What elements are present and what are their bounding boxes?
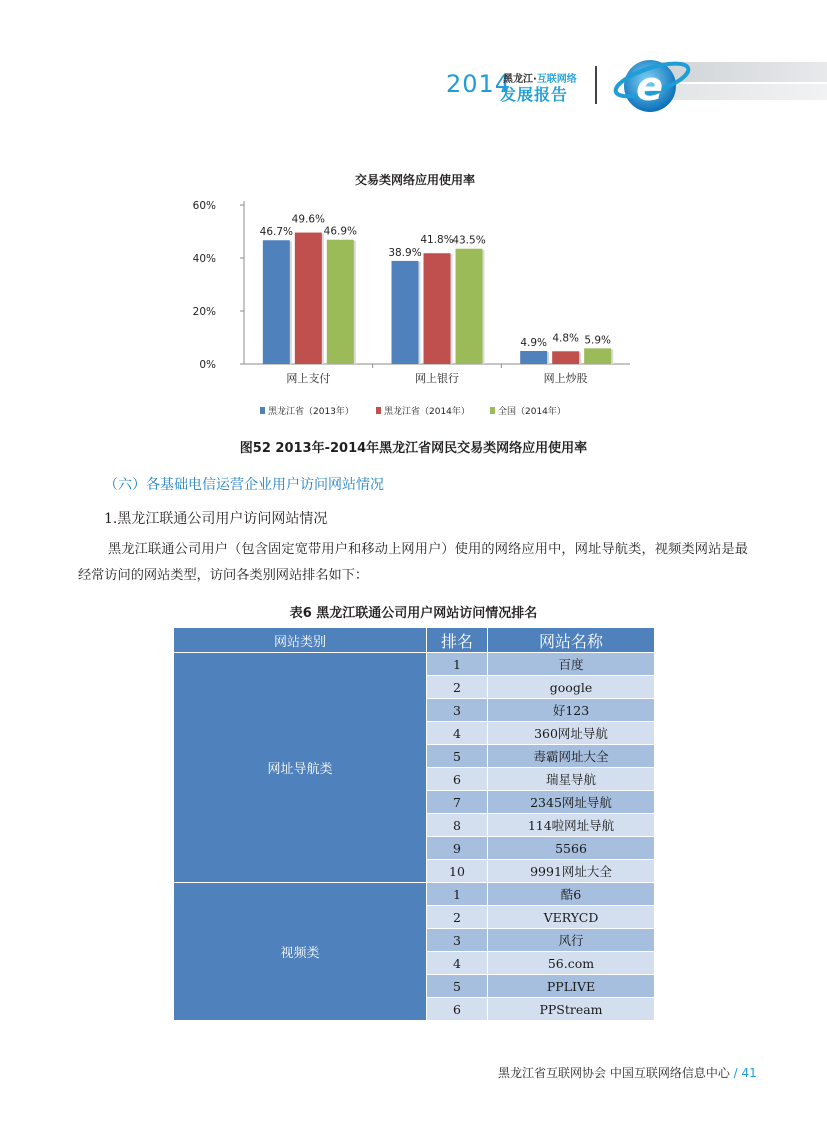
rank-cell: 8 bbox=[427, 814, 488, 837]
data-label: 46.7% bbox=[259, 226, 294, 239]
site-name-cell: 百度 bbox=[488, 653, 655, 676]
page-number: 41 bbox=[741, 1066, 757, 1080]
rank-cell: 9 bbox=[427, 837, 488, 860]
subsection-title: 1.黑龙江联通公司用户访问网站情况 bbox=[104, 511, 328, 527]
rank-cell: 5 bbox=[427, 745, 488, 768]
rank-cell: 6 bbox=[427, 768, 488, 791]
site-name-cell: 好123 bbox=[488, 699, 655, 722]
report-year: 2014 bbox=[446, 70, 512, 98]
site-name-cell: 酷6 bbox=[488, 883, 655, 906]
figure-caption: 图52 2013年-2014年黑龙江省网民交易类网络应用使用率 bbox=[239, 441, 588, 456]
legend-swatch bbox=[376, 407, 381, 414]
report-title-line2: 发展报告 bbox=[500, 85, 569, 104]
page-footer: 黑龙江省互联网协会 中国互联网络信息中心 / 41 bbox=[498, 1066, 757, 1080]
site-name-cell: 114啦网址导航 bbox=[488, 814, 655, 837]
data-label: 4.9% bbox=[520, 337, 548, 350]
rank-cell: 3 bbox=[427, 699, 488, 722]
x-category-label: 网上支付 bbox=[286, 372, 331, 385]
header-rank: 排名 bbox=[427, 628, 488, 653]
site-name-cell: 2345网址导航 bbox=[488, 791, 655, 814]
transaction-apps-bar-chart bbox=[180, 162, 650, 432]
legend-swatch bbox=[490, 407, 495, 414]
internet-e-logo-icon bbox=[612, 54, 692, 116]
site-name-cell: 9991网址大全 bbox=[488, 860, 655, 883]
site-name-cell: 5566 bbox=[488, 837, 655, 860]
category-cell: 网址导航类 bbox=[174, 653, 427, 883]
website-ranking-table bbox=[173, 627, 655, 1021]
rank-cell: 3 bbox=[427, 929, 488, 952]
bar bbox=[584, 348, 611, 364]
data-label: 41.8% bbox=[420, 234, 454, 247]
table-row bbox=[174, 653, 655, 676]
body-paragraph: 黑龙江联通公司用户（包含固定宽带用户和移动上网用户）使用的网络应用中，网址导航类，视频类网站是最经常访问的网站类型，访问各类别网站排名如下： bbox=[78, 542, 748, 583]
data-label: 4.8% bbox=[552, 332, 580, 345]
y-tick-label: 0% bbox=[199, 359, 216, 371]
bar bbox=[327, 240, 354, 364]
chart-title: 交易类网络应用使用率 bbox=[354, 173, 476, 187]
header-divider bbox=[595, 66, 597, 104]
data-label: 38.9% bbox=[388, 246, 422, 259]
rank-cell: 7 bbox=[427, 791, 488, 814]
data-label: 46.9% bbox=[323, 225, 358, 238]
y-tick-label: 40% bbox=[192, 253, 216, 265]
rank-cell: 1 bbox=[427, 883, 488, 906]
legend-label: 黑龙江省（2014年） bbox=[384, 407, 470, 417]
data-label: 49.6% bbox=[291, 213, 326, 226]
bar bbox=[392, 261, 419, 364]
rank-cell: 4 bbox=[427, 722, 488, 745]
data-label: 5.9% bbox=[584, 334, 612, 347]
site-name-cell: PPLIVE bbox=[488, 975, 655, 998]
x-category-label: 网上银行 bbox=[415, 372, 459, 385]
bar bbox=[263, 240, 290, 364]
site-name-cell: VERYCD bbox=[488, 906, 655, 929]
y-tick-label: 60% bbox=[192, 200, 216, 212]
header-site-name: 网站名称 bbox=[488, 628, 655, 653]
site-name-cell: 360网址导航 bbox=[488, 722, 655, 745]
category-cell: 视频类 bbox=[174, 883, 427, 1021]
bar bbox=[295, 233, 322, 364]
section-title: （六）各基础电信运营企业用户访问网站情况 bbox=[104, 477, 384, 493]
data-label: 43.5% bbox=[452, 234, 486, 247]
legend-swatch bbox=[260, 407, 265, 414]
table-title: 表6 黑龙江联通公司用户网站访问情况排名 bbox=[289, 606, 538, 621]
report-title-line1: 黑龙江·互联网络 bbox=[503, 74, 577, 85]
site-name-cell: PPStream bbox=[488, 998, 655, 1021]
rank-cell: 2 bbox=[427, 906, 488, 929]
site-name-cell: google bbox=[488, 676, 655, 699]
bar bbox=[456, 249, 483, 364]
rank-cell: 10 bbox=[427, 860, 488, 883]
bar bbox=[424, 253, 451, 364]
site-name-cell: 风行 bbox=[488, 929, 655, 952]
legend-label: 黑龙江省（2013年） bbox=[268, 407, 354, 417]
rank-cell: 5 bbox=[427, 975, 488, 998]
header-category: 网站类别 bbox=[174, 628, 427, 653]
rank-cell: 6 bbox=[427, 998, 488, 1021]
rank-cell: 4 bbox=[427, 952, 488, 975]
bar bbox=[552, 351, 579, 364]
y-tick-label: 20% bbox=[192, 306, 216, 318]
rank-cell: 2 bbox=[427, 676, 488, 699]
bar bbox=[520, 351, 547, 364]
legend-label: 全国（2014年） bbox=[498, 407, 566, 417]
site-name-cell: 瑞星导航 bbox=[488, 768, 655, 791]
x-category-label: 网上炒股 bbox=[543, 372, 588, 385]
site-name-cell: 56.com bbox=[488, 952, 655, 975]
rank-cell: 1 bbox=[427, 653, 488, 676]
table-row bbox=[174, 883, 655, 906]
svg-text:e: e bbox=[636, 64, 664, 110]
site-name-cell: 毒霸网址大全 bbox=[488, 745, 655, 768]
